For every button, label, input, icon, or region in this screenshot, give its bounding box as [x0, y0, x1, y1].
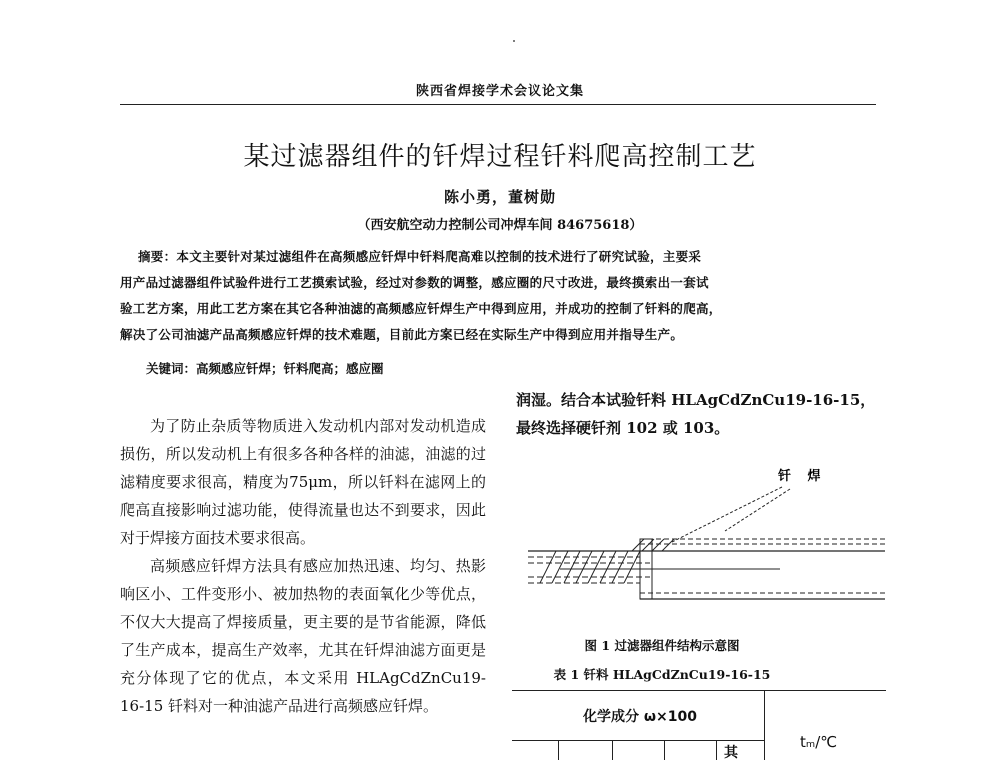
- body-left-column: [120, 412, 486, 720]
- abstract-line: 用产品过滤器组件试验件进行工艺摸索试验，经过对参数的调整，感应圈的尺寸改进，最终摸索出一套试: [120, 275, 709, 290]
- figure-caption: 图 1 过滤器组件结构示意图: [584, 638, 740, 653]
- body-paragraph: 为了防止杂质等物质进入发动机内部对发动机造成损伤，所以发动机上有很多各种各样的油滤，油滤的过滤精度要求很高，精度为75μm，所以钎料在滤网上的爬高直接影响过滤功能，使得流量也达不到要求，因此对于焊接方面技术要求很高。: [120, 417, 486, 547]
- affiliation: （西安航空动力控制公司冲焊车间 84675618）: [357, 218, 643, 233]
- abstract-line: 解决了公司油滤产品高频感应钎焊的技术难题，目前此方案已经在实际生产中得到应用并指导生产。: [120, 327, 684, 342]
- paper-title: 某过滤器组件的钎焊过程钎料爬高控制工艺: [243, 142, 757, 172]
- figure-1: [520, 465, 890, 615]
- abstract-line: 验工艺方案，用此工艺方案在其它各种油滤的高频感应钎焊生产中得到应用，并成功的控制了钎料的爬高，: [120, 301, 722, 316]
- running-head: 陕西省焊接学术会议论文集: [415, 84, 584, 99]
- table-column-rule: [558, 741, 559, 760]
- table-column-rule: [716, 741, 717, 760]
- table-column-rule: [664, 741, 665, 760]
- table-caption: 表 1 钎料 HLAgCdZnCu19-16-15: [553, 667, 771, 682]
- figure-label: 钎 焊: [778, 469, 827, 484]
- leader-line: [670, 487, 782, 543]
- table-header-tm: tₘ/℃: [800, 733, 838, 751]
- table-top-rule: [512, 690, 886, 691]
- table-row-rule: [512, 740, 764, 741]
- abstract: [120, 244, 872, 348]
- body-paragraph: 高频感应钎焊方法具有感应加热迅速、均匀、热影响区小、工件变形小、被加热物的表面氧化少等优点，不仅大大提高了焊接质量，更主要的是节省能源，降低了生产成本，提高生产效率，尤其在钎焊油滤方面更是充分体现了它的优点，本文采用 HLAgCdZnCu19-16-15 钎料对一种油滤产品进行高频感应钎焊。: [120, 557, 486, 715]
- body-line: 最终选择硬钎剂 102 或 103。: [516, 419, 730, 437]
- section-hatching: [540, 539, 674, 583]
- body-line: 润湿。结合本试验钎料 HLAgCdZnCu19-16-15，: [516, 391, 876, 409]
- filter-assembly-diagram: [520, 465, 890, 615]
- table-column-rule: [612, 741, 613, 760]
- header-rule: [120, 104, 876, 105]
- abstract-line: 摘要：本文主要针对某过滤组件在高频感应钎焊中钎料爬高难以控制的技术进行了研究试验，主要采: [138, 249, 702, 264]
- keywords: 关键词：高频感应钎焊；钎料爬高；感应圈: [146, 361, 384, 376]
- table-column-rule: [764, 691, 765, 760]
- body-right-column: [516, 386, 886, 442]
- scan-speck: [513, 40, 515, 42]
- table-header-composition: 化学成分 ω×100: [583, 709, 697, 725]
- table-header-other: 其: [724, 745, 738, 761]
- leader-line: [725, 489, 790, 531]
- authors: 陈小勇，董树勋: [443, 188, 556, 206]
